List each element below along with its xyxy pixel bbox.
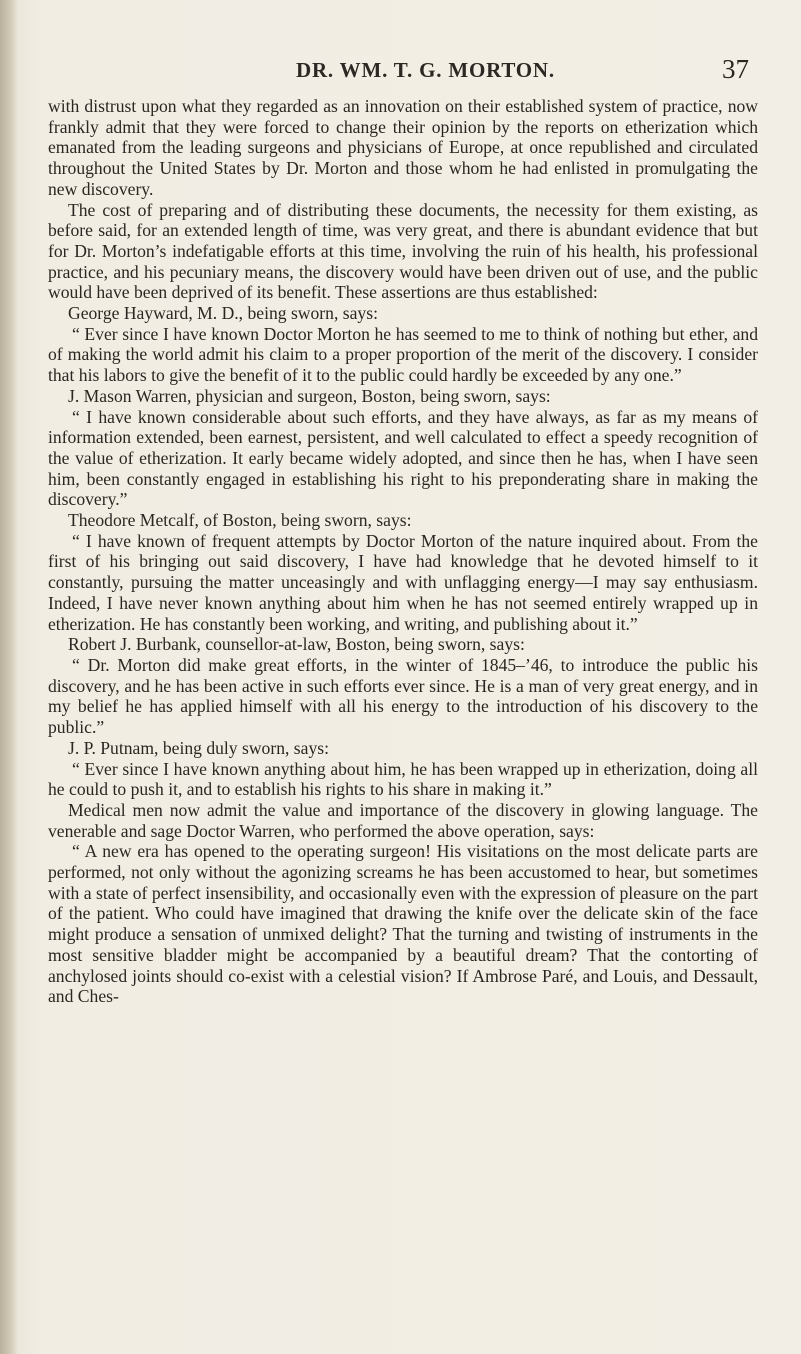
testimony-quote-metcalf: “ I have known of frequent attempts by Doctor Morton of the nature inquired about. From the first of his bringing out said discovery, I have had knowledge that he devoted himself to it constantly, pursuing the matter unceasingly and with unflagging energy—I may say enthusiasm. Indeed, I have never known anything about him when he has not seemed entirely wrapped up in etherization. He has constantly been working, and writing, and publishing about it.” (48, 530, 758, 634)
testimony-intro-warren: J. Mason Warren, physician and surgeon, Boston, being sworn, says: (68, 385, 551, 406)
testimony-quote-putnam: “ Ever since I have known anything about him, he has been wrapped up in etherization, doing all he could to push it, and to establish his rights to his share in making it.” (48, 758, 758, 800)
testimony-quote-warren: “ I have known considerable about such efforts, and they have always, as far as my means of information extended, been earnest, persistent, and well calculated to effect a speedy recognition of the value of etherization. It early became widely adopted, and since then he has, when I have seen him, been constantly engaged in establishing his right to his preponderating share in making the discovery.” (48, 406, 758, 510)
binding-gutter (0, 0, 18, 1354)
testimony-intro-putnam: J. P. Putnam, being duly sworn, says: (68, 737, 329, 758)
paragraph-cost: The cost of preparing and of distributing these documents, the necessity for them existing, as before said, for an extended length of time, was very great, and there is abundant evidence that but for Dr. Morton’s indefatigable efforts at this time, involving the ruin of his health, his professional practice, and his pecuniary means, the discovery would have been driven out of use, and the public would have been deprived of its benefit. These assertions are thus established: (48, 199, 758, 303)
testimony-intro-hayward: George Hayward, M. D., being sworn, says: (68, 303, 378, 324)
quote-doctor-warren: “ A new era has opened to the operating surgeon! His visitations on the most delicate parts are performed, not only without the agonizing screams he has been accustomed to hear, but sometimes with a state of perfect insensibility, and occasionally even with the expression of pleasure on the part of the patient. Who could have imagined that drawing the knife over the delicate skin of the face might produce a sensation of unmixed delight? That the turning and twisting of instruments in the most sensitive bladder might be accompanied by a beautiful dream? That the contorting of anchylosed joints should co-exist with a celestial vision? If Ambrose Paré, and Louis, and Dessault, and Ches- (48, 841, 758, 1007)
paragraph-continued: with distrust upon what they regarded as an innovation on their established system of practice, now frankly admit that they were forced to change their opinion by the reports on etherization which emanated from the leading surgeons and physicians of Europe, at once republished and circulated throughout the United States by Dr. Morton and those whom he had enlisted in promulgating the new discovery. (48, 96, 758, 199)
page-number: 37 (722, 54, 749, 84)
running-title: DR. WM. T. G. MORTON. (296, 58, 555, 82)
testimony-quote-hayward: “ Ever since I have known Doctor Morton he has seemed to me to think of nothing but ether, and of making the world admit his claim to a proper proportion of the merit of the discovery. I consider that his labors to give the benefit of it to the public could hardly be exceeded by any one.” (48, 323, 758, 386)
testimony-intro-burbank: Robert J. Burbank, counsellor-at-law, Boston, being sworn, says: (68, 634, 525, 655)
body-text (48, 96, 758, 1007)
testimony-quote-burbank: “ Dr. Morton did make great efforts, in the winter of 1845–’46, to introduce the public his discovery, and he has been active in such efforts ever since. He is a man of very great energy, and in my belief he has applied himself with all his energy to the introduction of his discovery to the public.” (48, 654, 758, 738)
running-head (0, 54, 801, 88)
testimony-intro-metcalf: Theodore Metcalf, of Boston, being sworn, says: (68, 510, 412, 531)
paragraph-medical-men: Medical men now admit the value and importance of the discovery in glowing language. The venerable and sage Doctor Warren, who performed the above operation, says: (48, 799, 758, 841)
